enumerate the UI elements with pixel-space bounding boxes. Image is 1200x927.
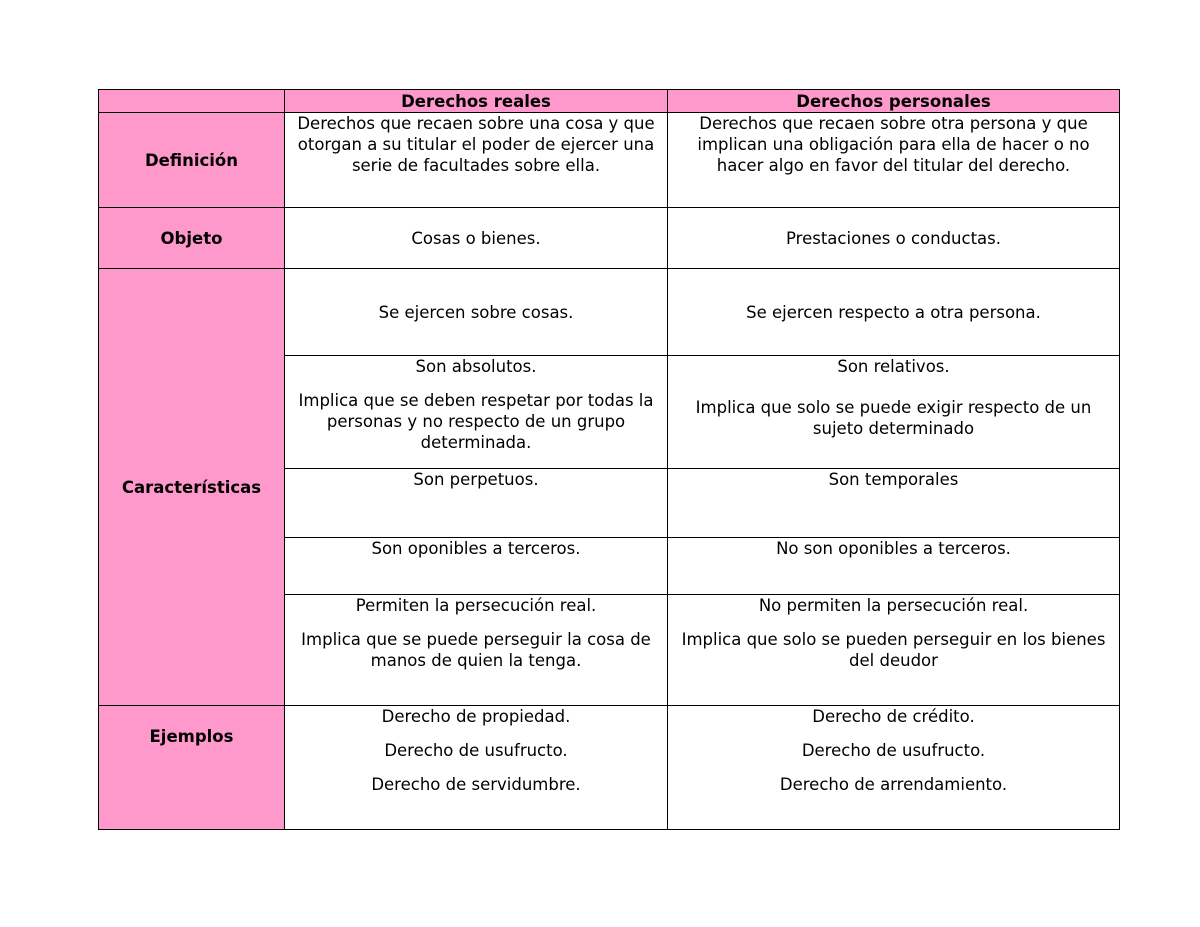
caract-4-real-text: Son oponibles a terceros. (371, 539, 581, 558)
caract-5-real-cell (285, 595, 668, 706)
caract-3-real-text: Son perpetuos. (413, 470, 539, 489)
caract-3-personal-text: Son temporales (828, 470, 959, 489)
label-definicion: Definición (99, 113, 285, 208)
definicion-personal-text: Derechos que recaen sobre otra persona y que implican una obligación para ella de hacer o no hacer algo en favor del titular del derecho. (697, 114, 1090, 175)
ejemplo-personal-item: Derecho de usufructo. (801, 741, 986, 760)
definicion-personal-cell (668, 113, 1120, 208)
ejemplo-real-item: Derecho de propiedad. (381, 707, 571, 726)
caract-5-personal-cell (668, 595, 1120, 706)
ejemplo-personal-item: Derecho de crédito. (812, 707, 975, 726)
caract-2-personal-cell (668, 356, 1120, 469)
caract-1-real-text: Se ejercen sobre cosas. (378, 302, 574, 322)
objeto-real-text: Cosas o bienes. (411, 228, 541, 248)
caract-2-personal-note: Implica que solo se puede exigir respecto de un sujeto determinado (695, 398, 1092, 438)
ejemplos-personal-cell (668, 706, 1120, 830)
ejemplo-real-item: Derecho de servidumbre. (371, 775, 581, 794)
label-caracteristicas: Características (99, 269, 285, 706)
caract-1-personal-text: Se ejercen respecto a otra persona. (746, 302, 1041, 322)
ejemplos-real-cell (285, 706, 668, 830)
header-derechos-personales: Derechos personales (668, 90, 1120, 113)
ejemplo-personal-item: Derecho de arrendamiento. (779, 775, 1008, 794)
caract-2-personal-text: Son relativos. (837, 357, 950, 376)
label-objeto: Objeto (99, 208, 285, 269)
comparison-table (98, 89, 1120, 830)
label-ejemplos: Ejemplos (99, 706, 285, 830)
caract-1-real-cell (285, 269, 668, 356)
ejemplo-real-item: Derecho de usufructo. (384, 741, 568, 760)
caract-5-personal-text: No permiten la persecución real. (758, 596, 1029, 615)
objeto-real-cell (285, 208, 668, 269)
caract-4-personal-cell (668, 538, 1120, 595)
header-row (99, 90, 1120, 113)
caract-5-personal-note: Implica que solo se pueden perseguir en los bienes del deudor (681, 630, 1106, 670)
caract-2-real-cell (285, 356, 668, 469)
caract-1-personal-cell (668, 269, 1120, 356)
caract-5-real-note: Implica que se puede perseguir la cosa de manos de quien la tenga. (301, 630, 651, 670)
caract-2-real-text: Son absolutos. (415, 357, 537, 376)
caract-5-real-text: Permiten la persecución real. (355, 596, 597, 615)
header-corner-cell (99, 90, 285, 113)
caract-2-real-note: Implica que se deben respetar por todas la personas y no respecto de un grupo determinada. (298, 391, 654, 452)
row-definicion (99, 113, 1120, 208)
row-objeto (99, 208, 1120, 269)
caract-3-personal-cell (668, 469, 1120, 538)
row-caracteristicas-1 (99, 269, 1120, 356)
definicion-real-text: Derechos que recaen sobre una cosa y que otorgan a su titular el poder de ejercer una serie de facultades sobre ella. (297, 114, 655, 175)
caract-4-personal-text: No son oponibles a terceros. (776, 539, 1011, 558)
row-ejemplos (99, 706, 1120, 830)
caract-3-real-cell (285, 469, 668, 538)
definicion-real-cell (285, 113, 668, 208)
caract-4-real-cell (285, 538, 668, 595)
objeto-personal-text: Prestaciones o conductas. (786, 228, 1001, 248)
header-derechos-reales: Derechos reales (285, 90, 668, 113)
objeto-personal-cell (668, 208, 1120, 269)
